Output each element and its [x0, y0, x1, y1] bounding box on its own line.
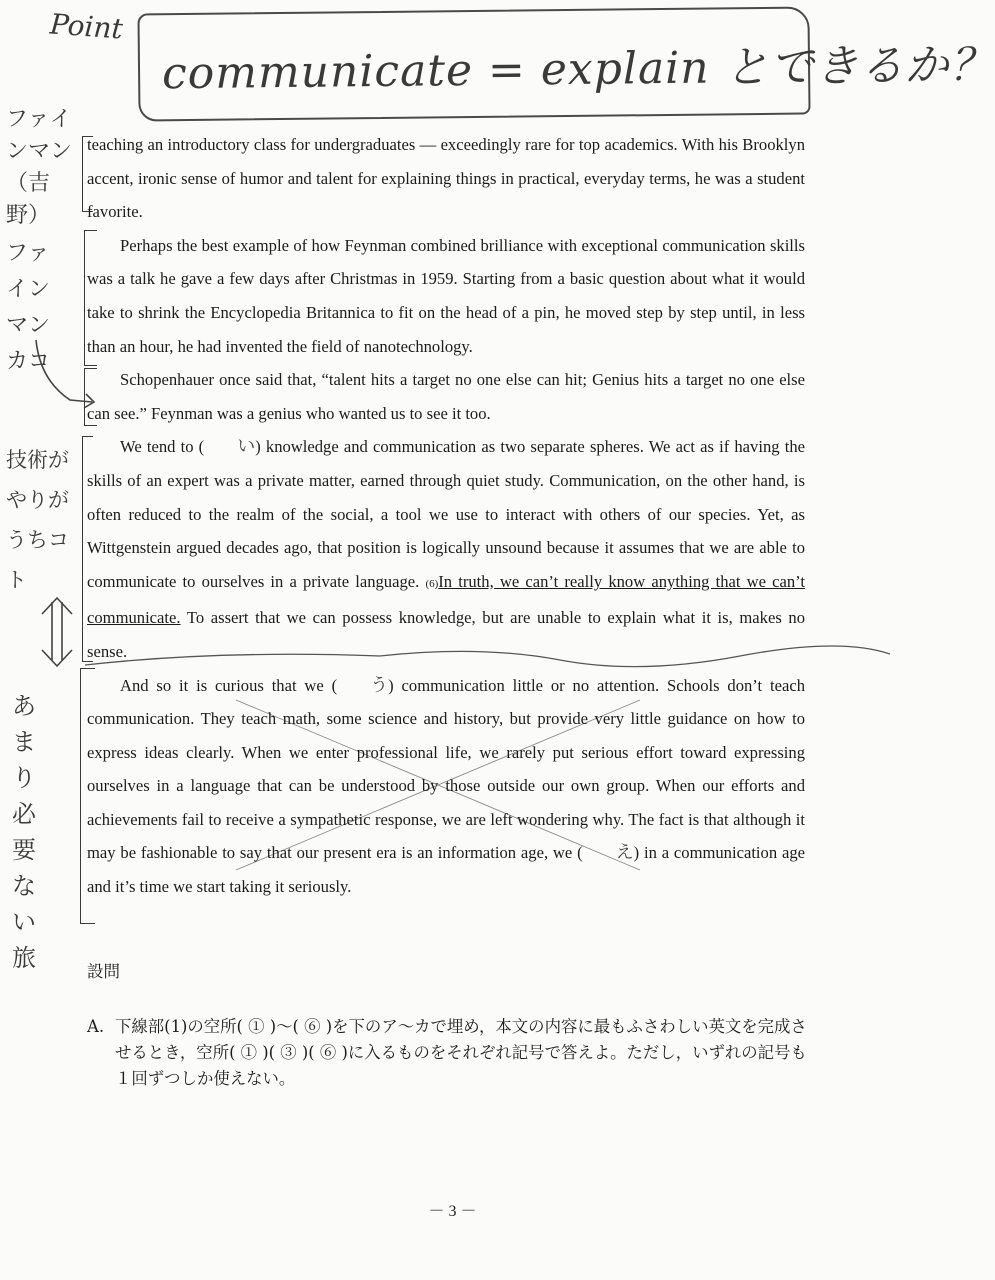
- question-letter: A.: [87, 1017, 105, 1036]
- margin-note-1: ファインマン（吉野）: [6, 107, 73, 228]
- paragraph-2: Perhaps the best example of how Feynman combined brilliance with exceptional communication skills was a talk he gave a few days after Christmas in 1959. Starting from a basic question about what it would take to shrink the Encyclopedia Britannica to fit on the head of a pin, he moved step by step until, in less than an hour, he had invented the field of nanotechnology.: [87, 235, 805, 356]
- question-a: [87, 1014, 807, 1092]
- body-text: [87, 128, 805, 904]
- blank-answer-i: い: [237, 436, 256, 458]
- underline-number: (6): [425, 577, 439, 590]
- margin-note-2: ファインマンカコ: [6, 241, 51, 374]
- point-note: communicate = explain とできるか？: [161, 39, 995, 100]
- paragraph-1: teaching an introductory class for undergraduates — exceedingly rare for top academics. With his Brooklyn accent, ironic sense of humor and talent for explaining things in practical, everyday terms, he was a student favorite.: [87, 135, 805, 222]
- question-text: 下線部(1)の空所( ① )〜( ⑥ )を下のア〜カで埋め，本文の内容に最もふさわしい英文を完成させるとき，空所( ① )( ③ )( ⑥ )に入るものをそれぞれ記号で答えよ。ただし，いずれの記号も１回ずつしか使えない。: [115, 1017, 807, 1088]
- paragraph-3: Schopenhauer once said that, “talent hits a target no one else can hit; Genius hits a target no one else can see.” Feynman was a genius who wanted us to see it too.: [87, 370, 805, 423]
- margin-note-4: あまり必要ない旅: [12, 692, 36, 972]
- blank-answer-u: う: [370, 674, 389, 696]
- point-label: Point: [48, 7, 124, 46]
- paragraph-4: We tend to ( い) knowledge and communication as two separate spheres. We act as if having the skills of an expert was a private matter, earned through quiet study. Communication, on the other hand, is often reduced to the realm of the social, a tool we use to interact with others of our species. Yet, as Wittgenstein argued decades ago, that position is logically unsound because it assumes that we are able to communicate to ourselves in a private language. (6)In truth, we can’t really know anything that we can’t communicate. To assert that we can possess knowledge, but are unable to explain what it is, makes no sense.: [87, 436, 805, 661]
- paragraph-5: And so it is curious that we ( う) communication little or no attention. Schools don’t teach communication. They teach math, some science and history, but provide very little guidance on how to express ideas clearly. When we enter professional life, we rarely put serious effort toward expressing ourselves in a language that can be understood by those outside our own group. When our efforts and achievements fail to receive a sympathetic response, we are left wondering why. The fact is that although it may be fashionable to say that our present era is an information age, we ( え) in a communication age and it’s time we start taking it seriously.: [87, 674, 805, 897]
- margin-note-3: 技術がやりがうちコト: [6, 448, 69, 592]
- page-number: － 3 －: [428, 1203, 477, 1220]
- underlined-sentence: In truth, we can’t really know anything that we can’t communicate.: [87, 571, 805, 628]
- blank-answer-e: え: [615, 842, 634, 864]
- section-label: 設問: [87, 962, 120, 981]
